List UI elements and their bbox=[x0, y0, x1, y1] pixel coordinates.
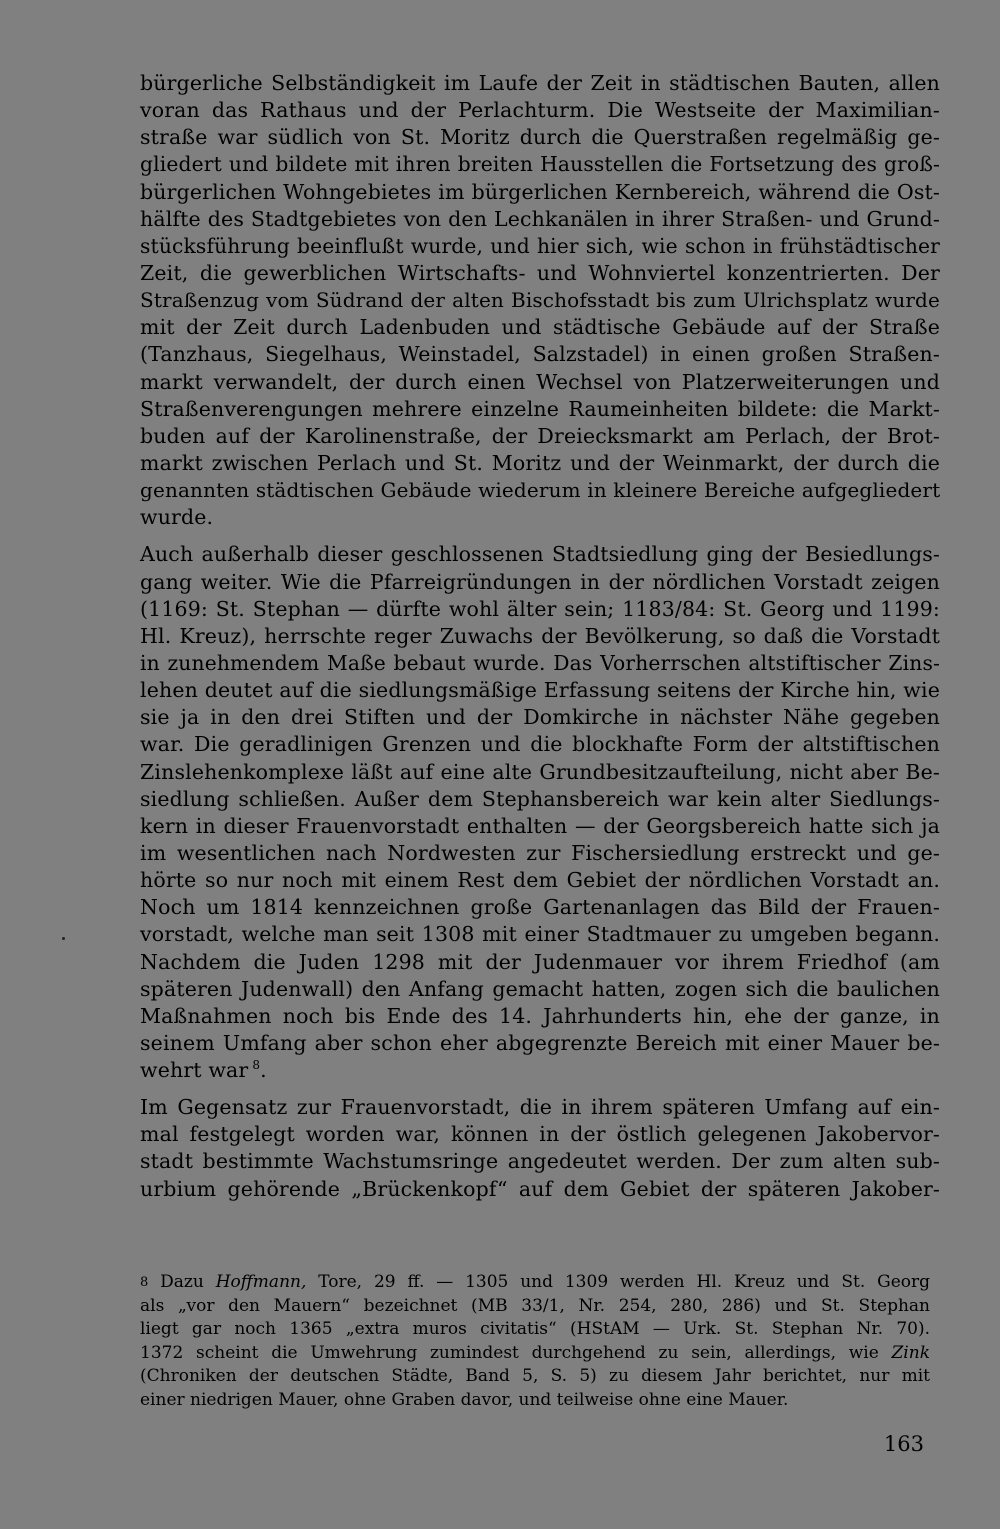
text-line: Maßnahmen noch bis Ende des 14. Jahrhunderts hin, ehe der ganze, in bbox=[140, 1003, 940, 1028]
text-line: im wesentlichen nach Nordwesten zur Fischersiedlung erstreckt und ge- bbox=[140, 840, 940, 865]
text-line: genannten städtischen Gebäude wiederum in kleinere Bereiche aufgegliedert bbox=[140, 478, 941, 503]
text-line: (1169: St. Stephan — dürfte wohl älter sein; 1183/84: St. Georg und 1199: bbox=[140, 596, 940, 621]
text-line: war. Die geradlinigen Grenzen und die blockhafte Form der altstiftischen bbox=[140, 732, 940, 757]
text-line: (Tanzhaus, Siegelhaus, Weinstadel, Salzstadel) in einen großen Straßen- bbox=[140, 342, 940, 367]
text-line: bürgerlichen Wohngebietes im bürgerlichen Kernbereich, während die Ost- bbox=[140, 179, 940, 204]
text-line: Straßenzug vom Südrand der alten Bischofsstadt bis zum Ulrichsplatz wurde bbox=[140, 288, 940, 313]
text-line: gliedert und bildete mit ihren breiten Hausstellen die Fortsetzung des groß- bbox=[140, 152, 940, 177]
footnote-line: liegt gar noch 1365 „extra muros civitatis“ (HStAM — Urk. St. Stephan Nr. 70). bbox=[140, 1319, 930, 1339]
text-line: siedlung schließen. Außer dem Stephansbereich war kein alter Siedlungs- bbox=[140, 786, 940, 811]
text-line: voran das Rathaus und der Perlachturm. Die Westseite der Maximilian- bbox=[140, 98, 940, 123]
text-line: kern in dieser Frauenvorstadt enthalten — der Georgsbereich hatte sich ja bbox=[140, 813, 940, 838]
text-line: bürgerliche Selbständigkeit im Laufe der Zeit in städtischen Bauten, allen bbox=[140, 71, 940, 95]
text-line: Im Gegensatz zur Frauenvorstadt, die in ihrem späteren Umfang auf ein- bbox=[140, 1095, 940, 1120]
text-line: Noch um 1814 kennzeichnen große Gartenanlagen das Bild der Frauen- bbox=[140, 895, 940, 920]
text-line: Zinslehenkomplexe läßt auf eine alte Grundbesitzaufteilung, nicht aber Be- bbox=[140, 759, 940, 784]
footnote-line: (Chroniken der deutschen Städte, Band 5, S. 5) zu diesem Jahr berichtet, nur mit bbox=[140, 1366, 930, 1386]
text-line: wurde. bbox=[140, 505, 214, 530]
text-line: mit der Zeit durch Ladenbuden und städtische Gebäude auf der Straße bbox=[140, 315, 940, 340]
paragraph-2 bbox=[140, 541, 940, 1084]
paragraph-1 bbox=[140, 70, 940, 531]
text-line: Auch außerhalb dieser geschlossenen Stadtsiedlung ging der Besiedlungs- bbox=[140, 542, 940, 567]
text-line: lehen deutet auf die siedlungsmäßige Erfassung seitens der Kirche hin, wie bbox=[140, 678, 940, 703]
text-line-content: wehrt war bbox=[140, 1058, 249, 1083]
text-line: seinem Umfang aber schon eher abgegrenzte Bereich mit einer Mauer be- bbox=[140, 1030, 940, 1055]
text-line: Straßenverengungen mehrere einzelne Raumeinheiten bildete: die Markt- bbox=[140, 396, 940, 421]
paragraph-spacer bbox=[140, 1084, 940, 1094]
text-line: urbium gehörende „Brückenkopf“ auf dem Gebiet der späteren Jakober- bbox=[140, 1176, 940, 1201]
page-number: 163 bbox=[883, 1432, 924, 1456]
footnote-author: Hoffmann, bbox=[215, 1272, 307, 1292]
text-line bbox=[140, 1057, 940, 1084]
text-line: späteren Judenwall) den Anfang gemacht hatten, zogen sich die baulichen bbox=[140, 976, 940, 1001]
text-line: sie ja in den drei Stiften und der Domkirche in nächster Nähe gegeben bbox=[140, 705, 940, 730]
text-line: mal festgelegt worden war, können in der östlich gelegenen Jakobervor- bbox=[140, 1122, 940, 1147]
footnote-number: 8 bbox=[140, 1275, 149, 1290]
text-line: in zunehmendem Maße bebaut wurde. Das Vorherrschen altstiftischer Zins- bbox=[140, 650, 940, 675]
paragraph-spacer bbox=[140, 531, 940, 541]
text-line: Nachdem die Juden 1298 mit der Judenmauer vor ihrem Friedhof (am bbox=[140, 949, 940, 974]
text-line: hörte so nur noch mit einem Rest dem Gebiet der nördlichen Vorstadt an. bbox=[140, 868, 940, 893]
text-line: Hl. Kreuz), herrschte reger Zuwachs der Bevölkerung, so daß die Vorstadt bbox=[140, 623, 940, 648]
text-line: hälfte des Stadtgebietes von den Lechkanälen in ihrer Straßen- und Grund- bbox=[140, 206, 940, 231]
footnote-line: 8 Dazu Hoffmann, Tore, 29 ff. — 1305 und 1309 werden Hl. Kreuz und St. Georg bbox=[140, 1272, 930, 1292]
footnote-line: einer niedrigen Mauer, ohne Graben davor, und teilweise ohne eine Mauer. bbox=[140, 1389, 789, 1410]
text-line: gang weiter. Wie die Pfarreigründungen in der nördlichen Vorstadt zeigen bbox=[140, 569, 940, 594]
text-line: buden auf der Karolinenstraße, der Dreiecksmarkt am Perlach, der Brot- bbox=[140, 423, 940, 448]
text-line: vorstadt, welche man seit 1308 mit einer Stadtmauer zu umgeben begann. bbox=[140, 922, 940, 947]
footnote-8 bbox=[140, 1271, 930, 1412]
text-line: markt zwischen Perlach und St. Moritz und der Weinmarkt, der durch die bbox=[140, 450, 940, 475]
text-line: stücksführung beeinflußt wurde, und hier sich, wie schon in frühstädtischer bbox=[140, 233, 940, 258]
paragraph-3 bbox=[140, 1094, 940, 1203]
footnote-author: Zink bbox=[891, 1342, 930, 1363]
text-line: stadt bestimmte Wachstumsringe angedeutet werden. Der zum alten sub- bbox=[140, 1149, 940, 1174]
sentence-end: . bbox=[260, 1058, 267, 1083]
text-line: markt verwandelt, der durch einen Wechsel von Platzerweiterungen und bbox=[140, 369, 940, 394]
main-text bbox=[140, 70, 940, 1203]
footnote-line: 1372 scheint die Umwehrung zumindest durchgehend zu sein, allerdings, wie Zink bbox=[140, 1342, 930, 1363]
scan-speck bbox=[62, 937, 65, 940]
footnote-line: als „vor den Mauern“ bezeichnet (MB 33/1, Nr. 254, 280, 286) und St. Stephan bbox=[140, 1295, 930, 1316]
text-line: straße war südlich von St. Moritz durch die Querstraßen regelmäßig ge- bbox=[140, 125, 940, 150]
footnote-reference[interactable]: 8 bbox=[252, 1058, 261, 1073]
text-line: Zeit, die gewerblichen Wirtschafts- und Wohnviertel konzentrierten. Der bbox=[140, 260, 940, 285]
